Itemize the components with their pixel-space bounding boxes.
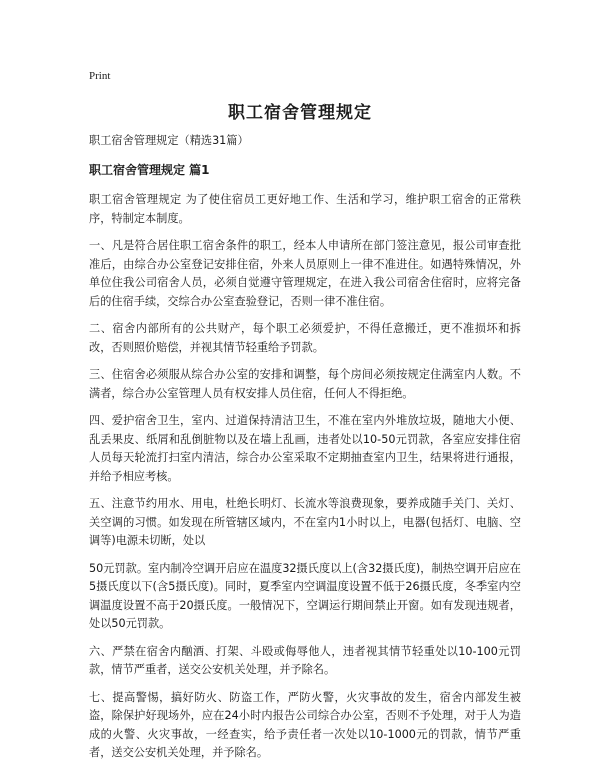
paragraph-5-continued: 50元罚款。室内制冷空调开启应在温度32摄氏度以上(含32摄氏度)，制热空调开启应在5摄氏度以下(含5摄氏度)。同时，夏季室内空调温度设置不低于26摄氏度，冬季室内空调温度设置不高于20摄氏度。一般情况下，空调运行期间禁止开窗。如有发现违规者，处以50元罚款。	[89, 561, 521, 630]
paragraph-6: 六、严禁在宿舍内酗酒、打架、斗殴或侮辱他人，违者视其情节轻重处以10-100元罚款，情节严重者，送交公安机关处理，并予除名。	[89, 644, 521, 676]
print-link[interactable]: Print	[89, 70, 111, 82]
paragraph-7: 七、提高警惕，搞好防火、防盗工作，严防火警，火灾事故的发生，宿舍内部发生被盗，除保护好现场外，应在24小时内报告公司综合办公室，否则不予处理，对于人为造成的火警、火灾事故，一经查实，给予责任者一次处以10-1000元的罚款，情节严重者，送交公安机关处理，并予除名。	[89, 690, 521, 759]
document-subtitle: 职工宿舍管理规定（精选31篇）	[89, 134, 249, 147]
paragraph-2: 二、宿舍内部所有的公共财产，每个职工必须爱护，不得任意搬迁，更不准损坏和拆改，否则照价赔偿，并视其情节轻重给予罚款。	[89, 322, 521, 354]
document-body	[89, 132, 521, 772]
page-title: 职工宿舍管理规定	[228, 103, 372, 123]
paragraph-4: 四、爱护宿舍卫生，室内、过道保持清洁卫生，不准在室内外堆放垃圾，随地大小便、乱丢果皮、纸屑和乱倒脏物以及在墙上乱画，违者处以10-50元罚款，各室应安排住宿人员每天轮流打扫室内清洁，综合办公室采取不定期抽查室内卫生，结果将进行通报，并给予相应考核。	[89, 414, 521, 483]
paragraph-1: 一、凡是符合居住职工宿舍条件的职工，经本人申请所在部门签注意见，报公司审查批准后，由综合办公室登记安排住宿，外来人员原则上一律不准进住。如遇特殊情况，外单位住我公司宿舍人员，必须自觉遵守管理规定，在进入我公司宿舍住宿时，应将完备后的住宿手续，交综合办公室查验登记，否则一律不准住宿。	[89, 239, 521, 308]
paragraph-5: 五、注意节约用水、用电，杜绝长明灯、长流水等浪费现象，要养成随手关门、关灯、关空调的习惯。如发现在所管辖区域内，不在室内1小时以上，电器(包括灯、电脑、空调等)电源未切断，处以	[89, 497, 521, 547]
paragraph-3: 三、住宿舍必须服从综合办公室的安排和调整，每个房间必须按规定住满室内人数。不满者，综合办公室管理人员有权安排人员住宿，任何人不得拒绝。	[89, 368, 521, 400]
section-heading: 职工宿舍管理规定 篇1	[89, 162, 210, 177]
paragraph-intro: 职工宿舍管理规定 为了使住宿员工更好地工作、生活和学习，维护职工宿舍的正常秩序，特制定本制度。	[89, 193, 521, 225]
